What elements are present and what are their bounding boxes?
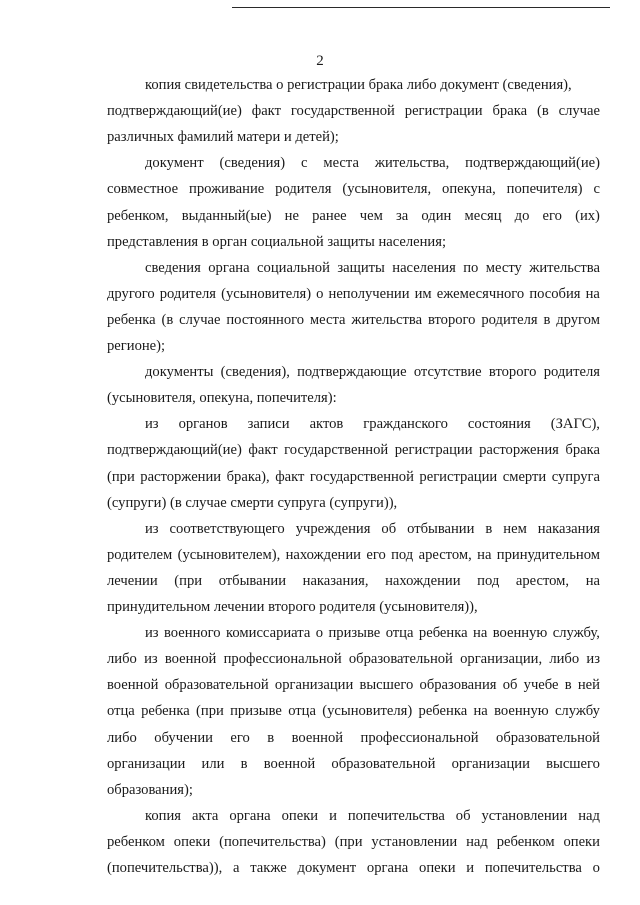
text-word: высшего — [359, 677, 414, 694]
text-word: (усыновителем), — [177, 546, 281, 563]
text-word: ребенком — [496, 833, 555, 850]
text-line — [107, 728, 600, 748]
text-line — [107, 754, 600, 774]
text-word: регистрации — [394, 442, 473, 459]
text-word: учреждения — [295, 520, 371, 537]
text-word: и — [466, 860, 475, 876]
page-number: 2 — [316, 53, 324, 69]
text-word: о — [316, 285, 324, 302]
text-word: в — [267, 729, 275, 746]
text-word: не — [284, 207, 299, 224]
text-line — [107, 649, 600, 669]
text-word: из — [145, 416, 159, 433]
text-line — [145, 153, 600, 173]
text-word: факт — [275, 468, 305, 485]
text-word: (при — [196, 703, 224, 720]
text-word: ребенка — [107, 311, 156, 328]
text-word: (при — [107, 468, 135, 485]
text-word: в — [240, 755, 248, 772]
text-word: отсутствие — [413, 364, 482, 381]
text-word: нем — [503, 520, 527, 537]
text-word: принудительном — [496, 546, 600, 563]
text-word: органа — [229, 807, 271, 824]
text-word: документ — [145, 155, 204, 172]
text-word: (усыновителя, опекуна, попечителя): — [107, 390, 337, 407]
text-word: призыве — [230, 703, 282, 720]
text-word: жительства — [351, 311, 423, 328]
text-word: документ — [297, 860, 357, 876]
text-word: его — [366, 546, 386, 563]
text-word: (ЗАГС), — [550, 416, 600, 433]
text-word: органа — [366, 860, 409, 876]
text-word: регистрации — [404, 103, 483, 120]
text-word: и — [329, 807, 337, 824]
text-line — [107, 440, 600, 460]
text-word: лечении — [107, 572, 158, 589]
text-line — [107, 388, 600, 408]
text-word: родителя — [481, 311, 538, 328]
text-line — [107, 780, 600, 800]
text-word: ребенком — [107, 833, 165, 850]
text-word: опекуна, — [442, 181, 496, 198]
text-word: подтверждающие — [297, 364, 407, 381]
text-word: об — [381, 520, 397, 537]
text-word: опеки — [173, 833, 211, 850]
text-word: неполучении — [328, 285, 410, 302]
text-word: либо — [107, 729, 137, 746]
text-word: записи — [247, 416, 290, 433]
text-word: об — [502, 677, 518, 694]
text-word: соответствующего — [169, 520, 285, 537]
text-word: с — [593, 181, 600, 198]
text-word: ежемесячного — [436, 285, 525, 302]
text-word: родителя — [275, 181, 332, 198]
text-word: смерти — [502, 468, 547, 485]
text-line — [145, 806, 600, 826]
text-word: в — [485, 520, 493, 537]
text-word: брака — [492, 103, 528, 120]
text-word: военного — [164, 625, 221, 642]
text-line — [107, 571, 600, 591]
text-word: о — [592, 860, 600, 876]
text-word: установлении — [481, 807, 568, 824]
text-word: ребенка — [418, 625, 468, 642]
text-word: образовательной — [164, 677, 269, 694]
text-word: второго — [488, 364, 537, 381]
text-word: профессиональной — [223, 651, 342, 668]
text-word: чем — [359, 207, 383, 224]
text-word: либо — [549, 651, 580, 668]
text-word: с — [300, 155, 308, 172]
text-word: высшего — [546, 755, 600, 772]
text-word: случае — [179, 311, 221, 328]
text-word: военную — [494, 703, 549, 720]
text-line — [107, 232, 600, 252]
text-word: опеки — [563, 833, 600, 850]
text-word: военной — [291, 729, 344, 746]
text-word: документы — [145, 364, 214, 381]
text-word: попечительства — [484, 860, 582, 876]
text-word: призыве — [328, 625, 381, 642]
text-line — [107, 467, 600, 487]
text-word: другом — [556, 311, 600, 328]
text-line — [145, 414, 600, 434]
text-word: нахождении — [285, 546, 361, 563]
text-line — [107, 701, 600, 721]
text-word: обучении — [154, 729, 213, 746]
text-word: государственной — [309, 468, 414, 485]
text-word: родителем — [107, 546, 173, 563]
text-line — [107, 832, 600, 852]
text-word: подтверждающий(ие) — [465, 155, 600, 172]
text-word: наказания, — [302, 572, 369, 589]
text-word: социальной — [257, 259, 330, 276]
text-word: над — [466, 833, 488, 850]
text-line — [107, 597, 600, 617]
text-line — [145, 75, 600, 95]
text-word: жительства — [529, 259, 600, 276]
text-word: на — [477, 546, 492, 563]
text-word: из — [144, 651, 158, 668]
text-word: (усыновителя, — [342, 181, 432, 198]
text-word: образовательной — [331, 755, 436, 772]
text-word: актов — [309, 416, 344, 433]
text-word: комиссариата — [226, 625, 311, 642]
text-word: гражданского — [363, 416, 448, 433]
text-word: государственной — [290, 103, 395, 120]
text-word: (сведения), — [220, 364, 290, 381]
text-word: второго — [427, 311, 476, 328]
text-word: защиты — [337, 259, 385, 276]
text-word: на — [473, 625, 488, 642]
text-word: расторжении — [140, 468, 222, 485]
text-word: организации, — [460, 651, 543, 668]
text-word: образовательной — [496, 729, 600, 746]
text-line — [107, 336, 600, 356]
text-word: в — [543, 311, 551, 328]
text-word: копия — [145, 807, 181, 824]
text-word: образования); — [107, 781, 193, 798]
text-word: ребенком, — [107, 207, 169, 224]
text-word: ребенка — [418, 703, 468, 720]
text-word: или — [201, 755, 225, 772]
text-word: совместное — [107, 181, 179, 198]
text-word: принудительном лечении второго родителя (усыновителя)), — [107, 599, 478, 615]
text-word: места — [309, 311, 346, 328]
text-word: военной — [263, 755, 316, 772]
text-word: арестом, — [418, 546, 472, 563]
text-word: (усыновителя) — [322, 703, 413, 720]
text-word: профессиональной — [360, 729, 479, 746]
text-word: отбывании — [218, 572, 287, 589]
text-line — [145, 362, 600, 382]
header-rule — [232, 7, 610, 8]
text-word: организации — [274, 677, 354, 694]
text-line — [107, 545, 600, 565]
text-word: по — [463, 259, 479, 276]
text-word: брака — [565, 442, 600, 459]
text-word: под — [477, 572, 500, 589]
text-word: населения — [392, 259, 456, 276]
text-line — [107, 179, 600, 199]
text-word: опеки — [419, 860, 456, 876]
text-word: (попечительства)), — [107, 860, 223, 876]
text-word: а — [233, 860, 240, 876]
text-word: (при — [334, 833, 363, 850]
text-word: о — [315, 625, 324, 642]
text-word: (в — [536, 103, 549, 120]
text-word: установлении — [371, 833, 458, 850]
text-word: также — [250, 860, 287, 876]
text-word: организации — [107, 755, 186, 772]
text-word: из — [145, 625, 159, 642]
text-line — [107, 493, 600, 513]
text-word: под — [391, 546, 414, 563]
text-word: подтверждающий(ие) — [107, 442, 242, 459]
text-word: им — [414, 285, 432, 302]
text-word: состояния — [467, 416, 531, 433]
text-word: его — [230, 729, 250, 746]
text-word: случае — [558, 103, 600, 120]
text-word: службу, — [552, 625, 600, 642]
text-word: ней — [577, 677, 600, 694]
text-word: выданный(ые) — [181, 207, 272, 224]
text-word: государственной — [284, 442, 389, 459]
text-word: отца — [107, 703, 135, 720]
text-word: другого — [107, 285, 155, 302]
text-word: на — [585, 572, 600, 589]
text-word: регистрации — [419, 468, 498, 485]
text-word: ранее — [312, 207, 347, 224]
text-word: отца — [385, 625, 414, 642]
text-word: представления в орган социальной защиты населения; — [107, 233, 447, 250]
text-word: арестом, — [515, 572, 570, 589]
text-word: сведения — [145, 259, 201, 276]
text-word: военной — [107, 677, 159, 694]
text-word: отца — [288, 703, 316, 720]
text-word: органа — [208, 259, 250, 276]
text-word: попечителя) — [506, 181, 583, 198]
text-word: акта — [191, 807, 219, 824]
text-word: его — [542, 207, 562, 224]
text-line — [107, 127, 600, 147]
text-line — [107, 858, 600, 878]
text-word: нахождении — [385, 572, 461, 589]
text-word: факт — [251, 103, 281, 120]
text-word: один — [421, 207, 452, 224]
text-word: образования — [419, 677, 497, 694]
text-word: попечительства — [347, 807, 445, 824]
text-word: расторжения — [479, 442, 559, 459]
text-word: (усыновителя) — [221, 285, 312, 302]
text-line — [107, 101, 600, 121]
text-word: военной — [164, 651, 217, 668]
text-word: (сведения) — [219, 155, 286, 172]
text-word: (супруги) (в случае смерти супруга (супруги)), — [107, 494, 398, 511]
text-word: постоянного — [226, 311, 305, 328]
text-word: наказания — [537, 520, 600, 537]
text-word: опеки — [281, 807, 319, 824]
text-word: об — [455, 807, 471, 824]
text-word: регионе); — [107, 338, 166, 354]
text-word: ребенка — [141, 703, 190, 720]
text-word: учебе — [523, 677, 559, 694]
text-line — [107, 284, 600, 304]
text-word: различных фамилий матери и детей); — [107, 129, 339, 146]
text-word: органов — [178, 416, 228, 433]
text-word: месяц — [464, 207, 502, 224]
text-word: родителя — [543, 364, 600, 381]
text-word: (в — [161, 311, 174, 328]
text-word: до — [514, 207, 530, 224]
text-word: на — [585, 285, 600, 302]
text-line — [107, 310, 600, 330]
text-word: факт — [248, 442, 278, 459]
text-word: над — [578, 807, 600, 824]
text-word: жительства, — [374, 155, 450, 172]
text-word: организации — [451, 755, 530, 772]
text-word: в — [564, 677, 572, 694]
text-line — [107, 206, 600, 226]
text-word: на — [473, 703, 488, 720]
text-line — [145, 623, 600, 643]
text-word: места — [323, 155, 359, 172]
text-word: отбывании — [407, 520, 475, 537]
text-word: из — [145, 520, 159, 537]
text-word: брака), — [226, 468, 270, 485]
text-word: пособия — [529, 285, 581, 302]
text-word: образовательной — [348, 651, 453, 668]
text-word: военную — [492, 625, 548, 642]
text-line — [145, 519, 600, 539]
text-word: (при — [174, 572, 203, 589]
text-word: службу — [554, 703, 600, 720]
text-word: родителя — [159, 285, 217, 302]
text-word: (попечительства) — [219, 833, 326, 850]
text-word: либо — [107, 651, 137, 668]
text-line — [107, 675, 600, 695]
text-word: месту — [485, 259, 522, 276]
text-word: за — [396, 207, 409, 224]
text-word: из — [586, 651, 600, 668]
text-word: супруга — [551, 468, 600, 485]
text-word: (их) — [575, 207, 600, 224]
text-word: копия свидетельства о регистрации брака либо документ (сведения), — [145, 77, 572, 93]
text-line — [145, 258, 600, 278]
text-word: проживание — [189, 181, 265, 198]
text-word: подтверждающий(ие) — [107, 103, 242, 120]
